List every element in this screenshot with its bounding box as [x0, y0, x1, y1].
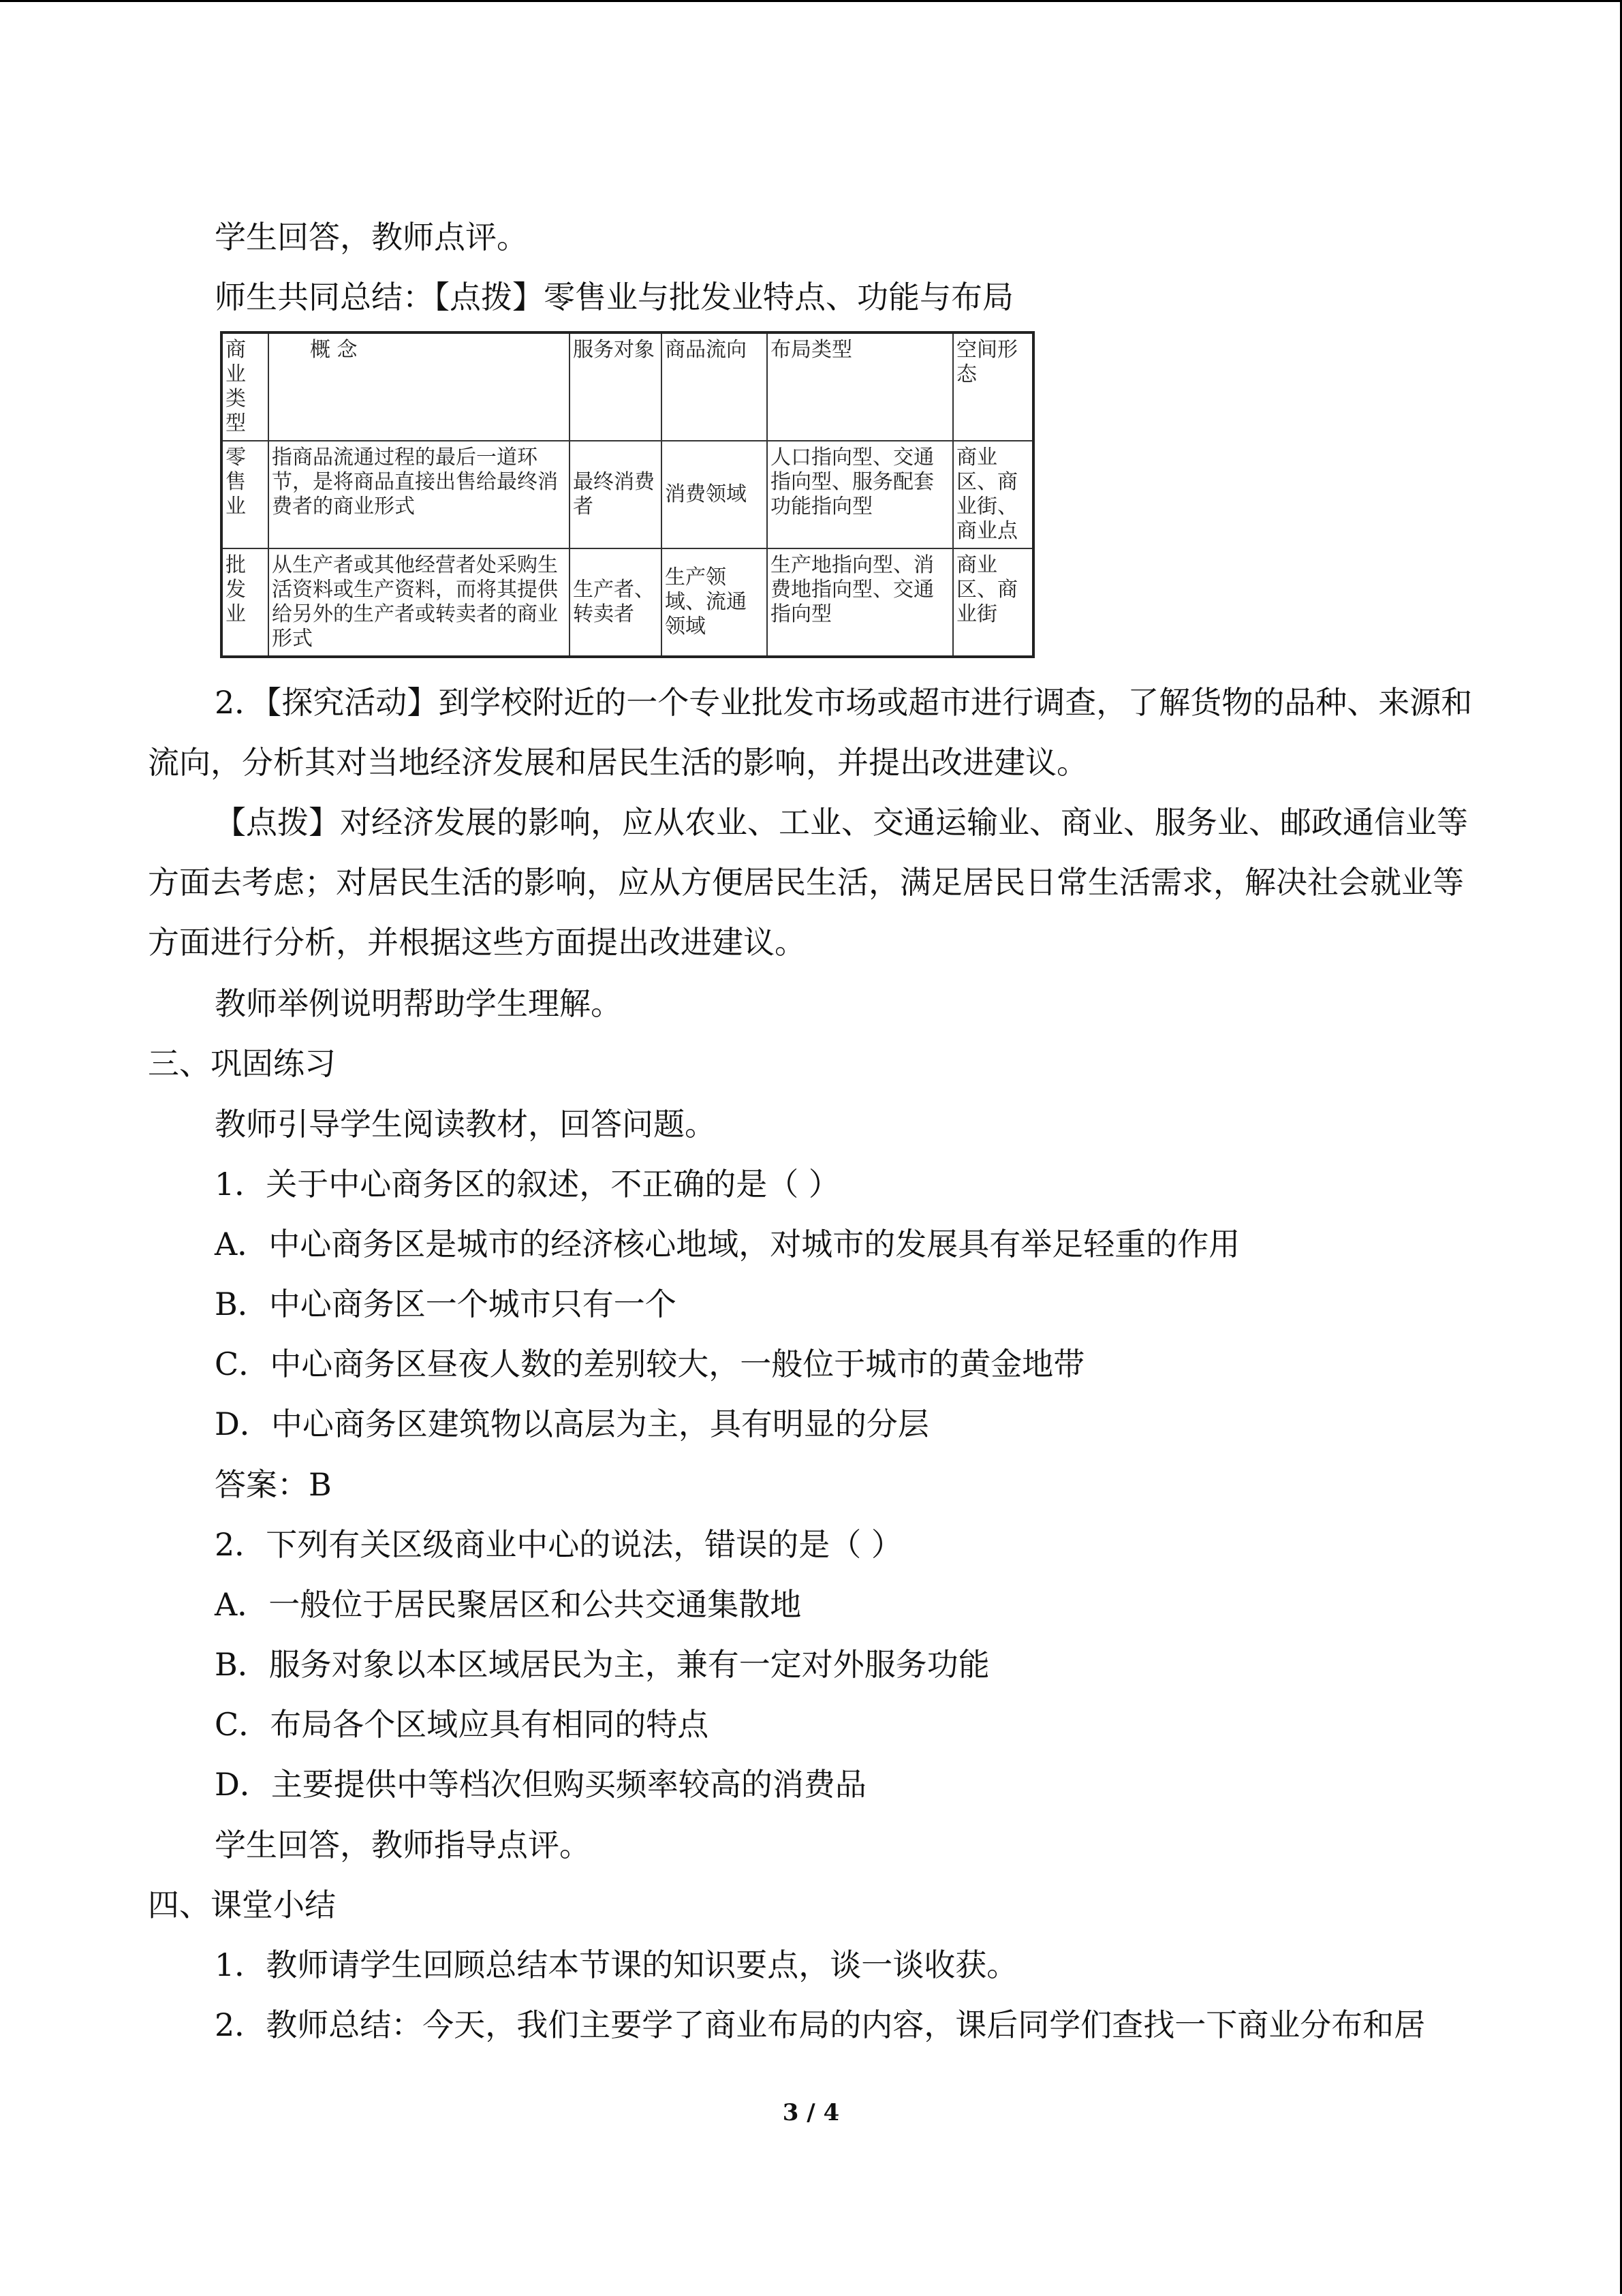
table-cell: 生产地指向型、消费地指向型、交通指向型	[767, 548, 953, 657]
paragraph	[148, 672, 1473, 792]
option: C．中心商务区昼夜人数的差别较大，一般位于城市的黄金地带	[215, 1346, 1085, 1382]
text-line: 教师举例说明帮助学生理解。	[215, 985, 622, 1022]
text-line: 1．教师请学生回顾总结本节课的知识要点，谈一谈收获。	[215, 1946, 1018, 1983]
option: A．中心商务区是城市的经济核心地域，对城市的发展具有举足轻重的作用	[215, 1226, 1241, 1262]
header-cell: 服务对象	[570, 332, 661, 441]
text-line: 师生共同总结：【点拨】零售业与批发业特点、功能与布局	[215, 279, 1014, 315]
table-cell: 指商品流通过程的最后一道环节，是将商品直接出售给最终消费者的商业形式	[268, 441, 570, 548]
header-cell: 布局类型	[767, 332, 953, 441]
section-heading: 四、课堂小结	[148, 1887, 336, 1923]
text-line: 教师引导学生阅读教材，回答问题。	[215, 1106, 716, 1143]
header-cell: 商品流向	[661, 332, 767, 441]
option: C．布局各个区域应具有相同的特点	[215, 1706, 709, 1743]
document-page	[0, 2, 1622, 2296]
table-cell: 商业区、商业街、商业点	[953, 441, 1033, 548]
retail-wholesale-table	[220, 331, 1035, 658]
text-line: 学生回答，教师指导点评。	[215, 1827, 591, 1863]
header-cell: 商业类型	[221, 332, 268, 441]
section-heading: 三、巩固练习	[148, 1045, 336, 1082]
table-cell: 生产者、转卖者	[570, 548, 661, 657]
text-line: 2．教师总结：今天，我们主要学了商业布局的内容，课后同学们查找一下商业分布和居	[215, 2006, 1426, 2043]
table-row	[221, 548, 1033, 657]
option: A．一般位于居民聚居区和公共交通集散地	[215, 1586, 802, 1623]
table-cell: 零售业	[221, 441, 268, 548]
paragraph	[148, 792, 1473, 972]
table-row	[221, 441, 1033, 548]
question: 1．关于中心商务区的叙述，不正确的是（ ）	[215, 1166, 840, 1203]
table-cell: 最终消费者	[570, 441, 661, 548]
option: D．中心商务区建筑物以高层为主，具有明显的分层	[215, 1406, 929, 1442]
question: 2．下列有关区级商业中心的说法，错误的是（ ）	[215, 1526, 903, 1563]
page-number: 3 / 4	[782, 2099, 840, 2126]
option: B．服务对象以本区域居民为主，兼有一定对外服务功能	[215, 1646, 990, 1683]
table-cell: 生产领域、流通领域	[661, 548, 767, 657]
answer: 答案：B	[215, 1466, 332, 1503]
paragraph-text: 【点拨】对经济发展的影响，应从农业、工业、交通运输业、商业、服务业、邮政通信业等方面去考虑；对居民生活的影响，应从方便居民生活，满足居民日常生活需求，解决社会就业等方面进行分析，并根据这些方面提出改进建议。	[148, 804, 1468, 961]
header-cell: 空间形态	[953, 332, 1033, 441]
table-cell: 人口指向型、交通指向型、服务配套功能指向型	[767, 441, 953, 548]
paragraph-text: 2．【探究活动】到学校附近的一个专业批发市场或超市进行调查，了解货物的品种、来源和流向，分析其对当地经济发展和居民生活的影响，并提出改进建议。	[148, 684, 1473, 781]
table-cell: 消费领域	[661, 441, 767, 548]
header-cell: 概 念	[268, 332, 570, 441]
text-line: 学生回答，教师点评。	[215, 219, 528, 255]
table-cell: 批发业	[221, 548, 268, 657]
option: B．中心商务区一个城市只有一个	[215, 1286, 676, 1322]
table-cell: 商业区、商业街	[953, 548, 1033, 657]
table-cell: 从生产者或其他经营者处采购生活资料或生产资料，而将其提供给另外的生产者或转卖者的商业形式	[268, 548, 570, 657]
option: D．主要提供中等档次但购买频率较高的消费品	[215, 1766, 867, 1803]
table-header-row	[221, 332, 1033, 441]
